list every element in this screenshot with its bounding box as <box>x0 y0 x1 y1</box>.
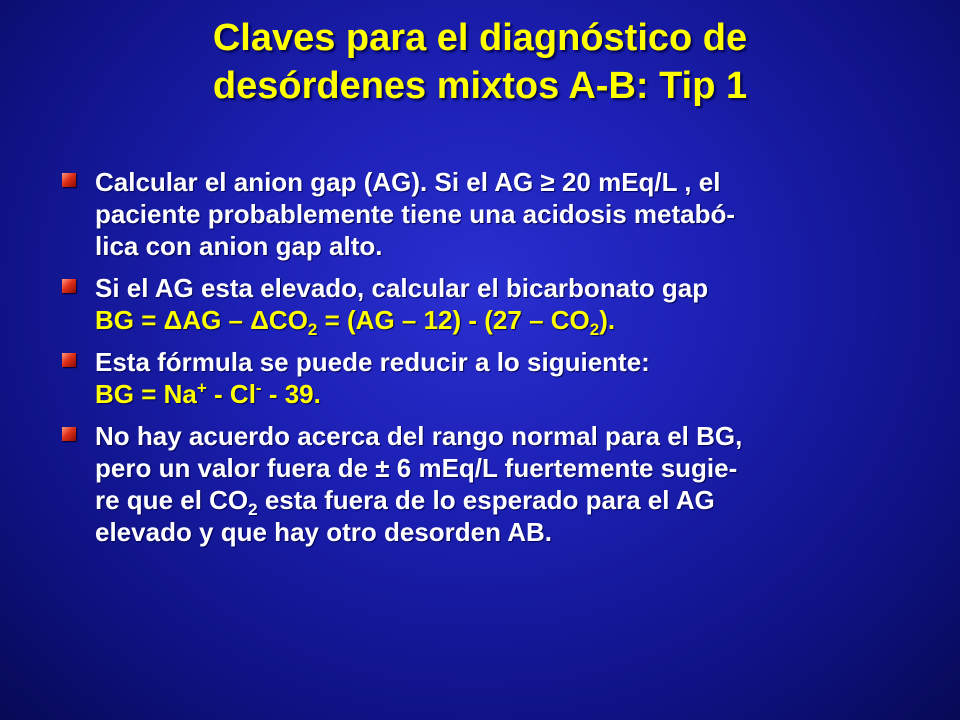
bullet-square-icon <box>62 353 76 367</box>
bullet-item-reduced-formula <box>60 346 920 410</box>
bullet-4-line-1: No hay acuerdo acerca del rango normal para el BG, <box>95 421 743 451</box>
title-line-1: Claves para el diagnóstico de <box>212 17 748 59</box>
bullet-square-icon <box>62 427 76 441</box>
bullet-square-icon <box>62 279 76 293</box>
bullet-4-line-3: re que el $CO_2$ esta fuera de lo esperado para el AG <box>95 485 715 520</box>
bullet-2-line-1: Si el AG esta elevado, calcular el bicarbonato gap <box>95 273 709 303</box>
bg-reduced-formula: BG = Na+ - Cl- - 39. <box>95 378 321 409</box>
title-line-2: desórdenes mixtos A-B: Tip 1 <box>212 65 748 107</box>
bullet-item-normal-range <box>60 420 920 548</box>
bullet-4-line-2: pero un valor fuera de ± 6 mEq/L fuertemente sugie- <box>95 453 738 483</box>
bullet-item-bicarbonate-gap <box>60 272 920 340</box>
bullet-list <box>60 166 920 558</box>
slide-title <box>120 14 840 110</box>
bullet-item-anion-gap <box>60 166 920 262</box>
bullet-1-line-3: lica con anion gap alto. <box>95 231 383 261</box>
bullet-4-line-4: elevado y que hay otro desorden AB. <box>95 517 553 547</box>
bullet-1-line-1: Calcular el anion gap (AG). Si el AG ≥ 20 mEq/L , el <box>95 167 721 197</box>
bg-formula: BG = $\Delta AG - \Delta CO_2 = (AG - 12) - (27 - CO_2)$. <box>95 305 616 340</box>
bullet-1-line-2: paciente probablemente tiene una acidosis metabó- <box>95 199 736 229</box>
bullet-square-icon <box>62 173 76 187</box>
bullet-3-line-1: Esta fórmula se puede reducir a lo siguiente: <box>95 347 650 377</box>
